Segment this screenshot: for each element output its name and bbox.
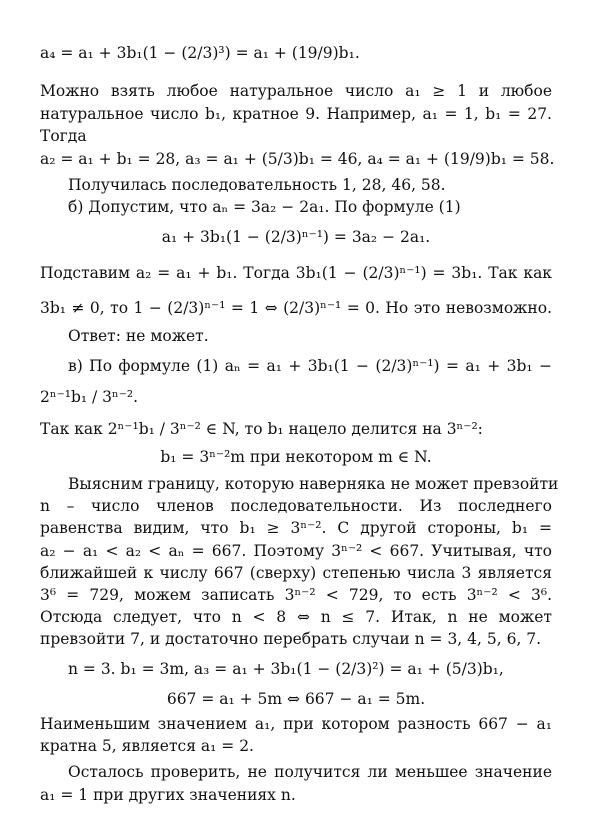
paragraph-line: Подставим a₂ = a₁ + b₁. Тогда 3b₁(1 − (2/3)ⁿ⁻¹) = 3b₁. Так как	[40, 264, 552, 282]
formula-b1: b₁ = 3ⁿ⁻²m при некотором m ∈ N.	[160, 448, 432, 466]
formula-sequence: a₂ = a₁ + b₁ = 28, a₃ = a₁ + (5/3)b₁ = 46, a₄ = a₁ + (19/9)b₁ = 58.	[40, 150, 555, 168]
paragraph-line: Наименьшим значением a₁, при котором разность 667 − a₁	[40, 715, 552, 733]
paragraph-c-intro: в) По формуле (1) aₙ = a₁ + 3b₁(1 − (2/3)ⁿ⁻¹) = a₁ + 3b₁ −	[68, 357, 552, 375]
paragraph-line: Тогда	[40, 127, 87, 145]
formula-b: a₁ + 3b₁(1 − (2/3)ⁿ⁻¹) = 3a₂ − 2a₁.	[161, 228, 431, 246]
paragraph-b-intro: б) Допустим, что aₙ = 3a₂ − 2a₁. По формуле (1)	[68, 198, 461, 216]
paragraph-line: a₁ = 1 при других значениях n.	[40, 786, 296, 804]
case-n3: n = 3. b₁ = 3m, a₃ = a₁ + 3b₁(1 − (2/3)²) = a₁ + (5/3)b₁,	[68, 660, 504, 678]
paragraph-line: Так как 2ⁿ⁻¹b₁ / 3ⁿ⁻² ∈ N, то b₁ нацело делится на 3ⁿ⁻²:	[40, 420, 483, 438]
paragraph-line: Выясним границу, которую наверняка не может превзойти	[68, 475, 559, 493]
paragraph-line: a₂ − a₁ < a₂ < aₙ = 667. Поэтому 3ⁿ⁻² < 667. Учитывая, что	[40, 542, 552, 560]
paragraph-line: Получилась последовательность 1, 28, 46, 58.	[68, 176, 446, 194]
answer-b: Ответ: не может.	[68, 327, 209, 345]
paragraph-line: Осталось проверить, не получится ли меньшее значение	[68, 763, 552, 781]
formula-667: 667 = a₁ + 5m ⇔ 667 − a₁ = 5m.	[166, 690, 426, 708]
paragraph-line: превзойти 7, и достаточно перебрать случаи n = 3, 4, 5, 6, 7.	[40, 630, 542, 648]
formula-a4: a₄ = a₁ + 3b₁(1 − (2/3)³) = a₁ + (19/9)b₁.	[40, 44, 360, 62]
paragraph-line: Можно взять любое натуральное число a₁ ≥ 1 и любое	[40, 82, 552, 100]
formula-fraction: 2ⁿ⁻¹b₁ / 3ⁿ⁻².	[40, 388, 139, 406]
paragraph-line: ближайшей к числу 667 (сверху) степенью числа 3 является	[40, 564, 552, 582]
paragraph-line: равенства видим, что b₁ ≥ 3ⁿ⁻². С другой стороны, b₁ =	[40, 519, 552, 537]
paragraph-line: n – число членов последовательности. Из последнего	[40, 497, 552, 515]
paragraph-line: натуральное число b₁, кратное 9. Например, a₁ = 1, b₁ = 27.	[40, 105, 552, 123]
paragraph-line: Отсюда следует, что n < 8 ⇔ n ≤ 7. Итак, n не может	[40, 608, 552, 626]
paragraph-line: 3b₁ ≠ 0, то 1 − (2/3)ⁿ⁻¹ = 1 ⇔ (2/3)ⁿ⁻¹ = 0. Но это невозможно.	[40, 299, 552, 317]
paragraph-line: 3⁶ = 729, можем записать 3ⁿ⁻² < 729, то есть 3ⁿ⁻² < 3⁶.	[40, 586, 552, 604]
paragraph-line: кратна 5, является a₁ = 2.	[40, 737, 254, 755]
